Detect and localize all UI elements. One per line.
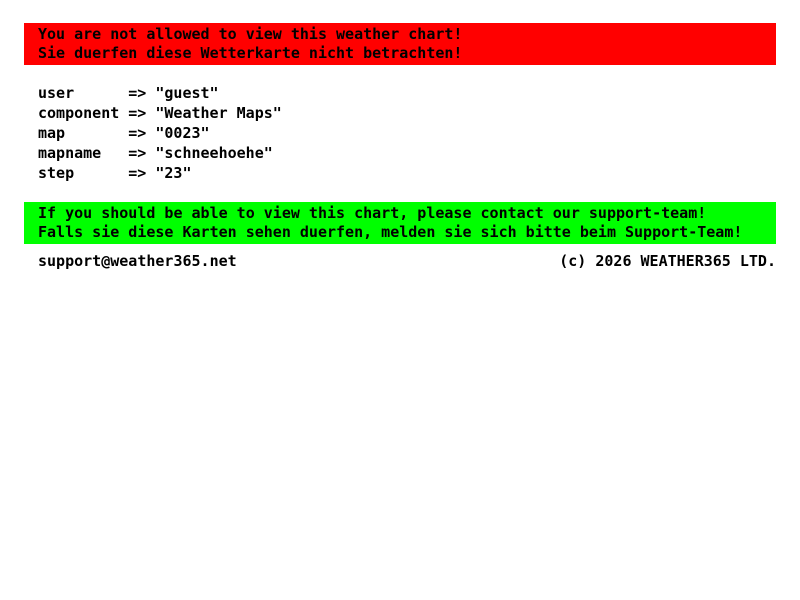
detail-key: component xyxy=(38,104,120,122)
detail-key: step xyxy=(38,164,75,182)
access-denied-line-en: You are not allowed to view this weather chart! xyxy=(38,25,463,43)
arrow-glyph: => xyxy=(128,144,147,162)
detail-value: "0023" xyxy=(155,124,210,142)
arrow-glyph: => xyxy=(128,164,147,182)
detail-key: user xyxy=(38,84,75,102)
access-denied-line-de: Sie duerfen diese Wetterkarte nicht betrachten! xyxy=(38,44,463,62)
detail-row-mapname xyxy=(38,143,776,163)
detail-key: mapname xyxy=(38,144,102,162)
detail-row-component xyxy=(38,103,776,123)
arrow-glyph: => xyxy=(128,84,147,102)
support-contact-banner xyxy=(24,202,776,244)
error-page xyxy=(0,0,800,271)
support-line-en: If you should be able to view this chart, please contact our support-team! xyxy=(38,204,707,222)
support-line-de: Falls sie diese Karten sehen duerfen, melden sie sich bitte beim Support-Team! xyxy=(38,223,743,241)
detail-row-map xyxy=(38,123,776,143)
detail-row-user xyxy=(38,83,776,103)
detail-value: "schneehoehe" xyxy=(155,144,273,162)
request-details-list xyxy=(38,83,776,183)
detail-row-step xyxy=(38,163,776,183)
arrow-glyph: => xyxy=(128,104,147,122)
support-email-link[interactable]: support@weather365.net xyxy=(38,252,237,270)
detail-value: "guest" xyxy=(155,84,219,102)
copyright-text: (c) 2026 WEATHER365 LTD. xyxy=(559,252,776,270)
arrow-glyph: => xyxy=(128,124,147,142)
detail-key: map xyxy=(38,124,66,142)
detail-value: "Weather Maps" xyxy=(155,104,282,122)
detail-value: "23" xyxy=(155,164,192,182)
access-denied-banner xyxy=(24,23,776,65)
footer xyxy=(24,252,776,271)
